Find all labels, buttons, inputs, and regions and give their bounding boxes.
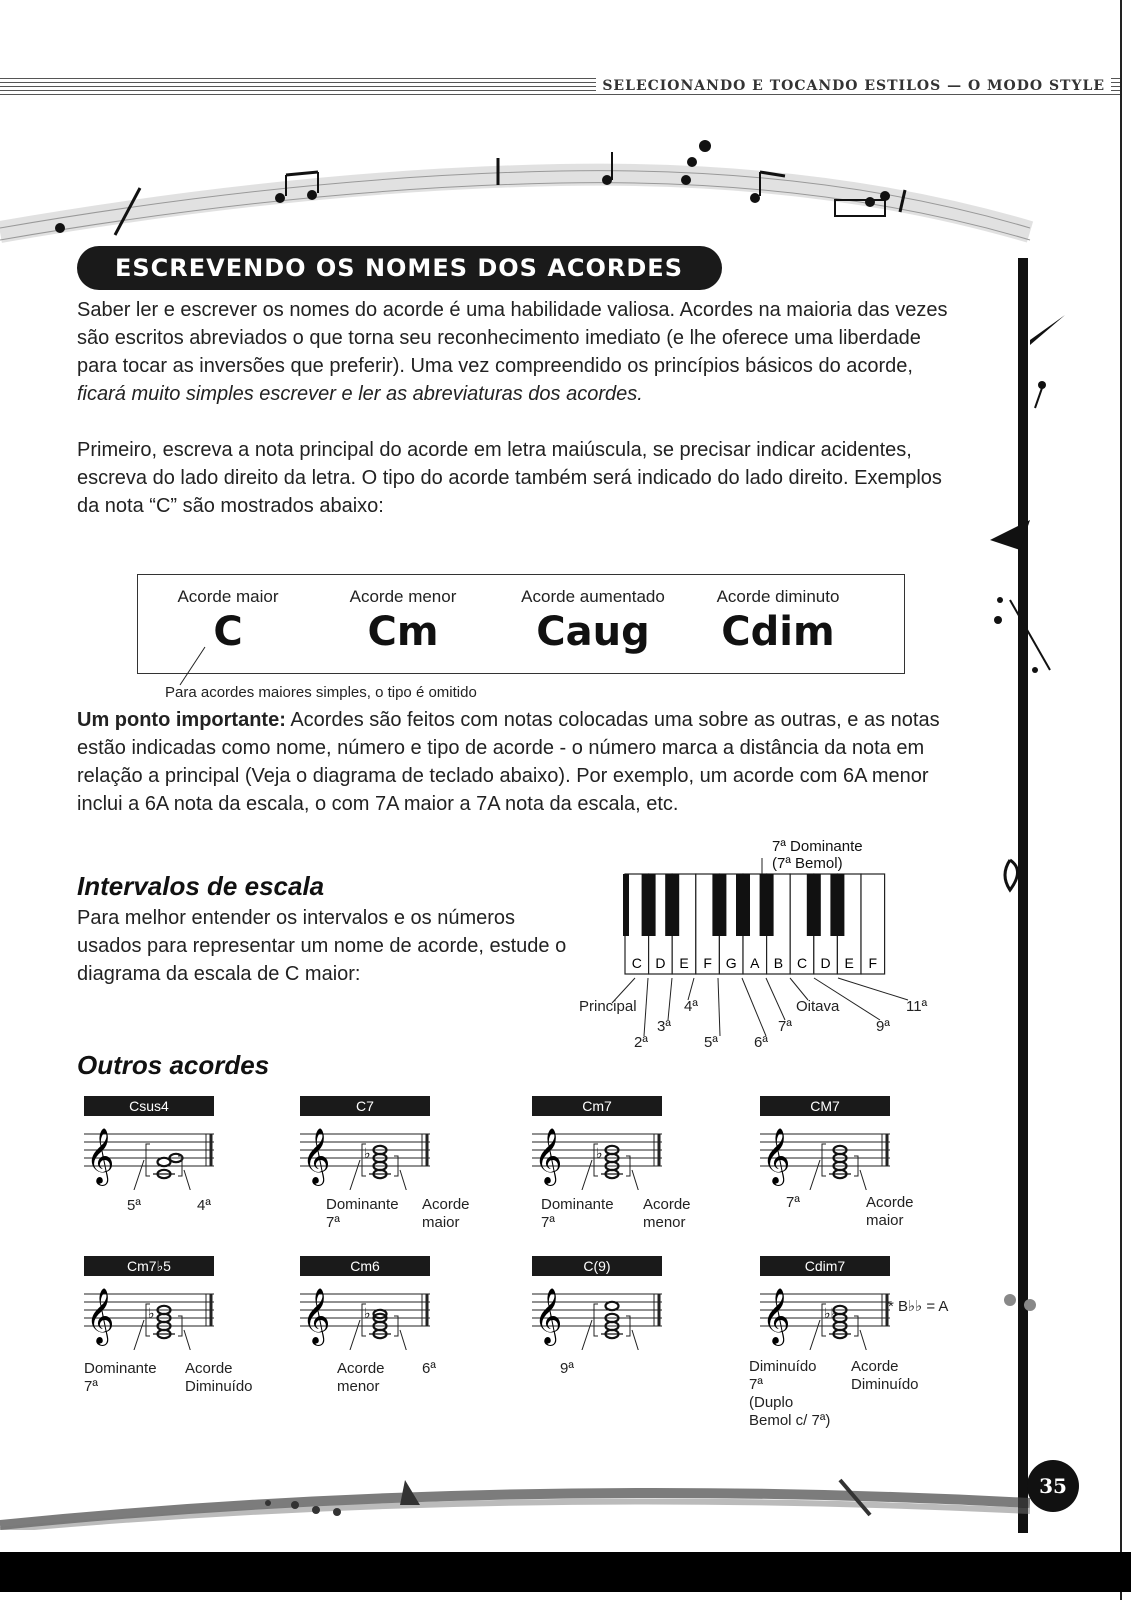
chord-minor-label: Acorde menor [349, 587, 457, 606]
intro-paragraph-2: Primeiro, escreva a nota principal do acorde em letra maiúscula, se precisar indicar acidentes, escreva do lado direito da letra. O tipo do acorde também será indicado do lado direito. Exemplos da nota “C” são mostrados abaixo: [77, 439, 942, 517]
white-key-label: E [679, 955, 689, 971]
important-paragraph [77, 706, 957, 818]
side-music-decoration [990, 300, 1070, 1500]
interval-pointer [766, 978, 785, 1020]
important-text: Acordes são feitos com notas colocadas uma sobre as outras, e as notas estão indicadas como nome, número e tipo de acorde - o número marca a distância da nota em relação a principal (Veja o diagrama de teclado abaixo). Por exemplo, um acorde com 6A menor inclui a 6A nota da escala, o com 7A maior a 7A nota da escala, etc. [77, 709, 940, 815]
cdim7-ann-dim7-3: (Duplo [749, 1394, 794, 1411]
staff-cm7b5 [84, 1280, 224, 1350]
black-key [736, 874, 750, 936]
chord-types-table [137, 574, 905, 674]
section-title-banner: ESCREVENDO OS NOMES DOS ACORDES [77, 246, 722, 290]
chord-label-c9: C(9) [532, 1256, 662, 1276]
staff-csus4 [84, 1120, 224, 1190]
white-key-label: E [844, 955, 854, 971]
cm7-ann-minor-2: menor [643, 1214, 686, 1231]
cdim7-ann-dim-1: Acorde [851, 1358, 899, 1375]
chord-minor-column [328, 575, 478, 655]
white-key-label: D [655, 955, 666, 971]
other-chords-heading: Outros acordes [77, 1050, 270, 1080]
staff-cdim7 [760, 1280, 900, 1350]
interval-pointer [742, 978, 766, 1036]
annotation-pointer [346, 1320, 410, 1350]
intro-text: Saber ler e escrever os nomes do acorde é uma habilidade valiosa. Acordes na maioria das vezes são escritos abreviados o que torna seu reconhecimento imediato (e lhe oferece uma liberdade para tocar as inversões que preferir). Uma vez compreendido os princípios básicos do acorde, [77, 299, 948, 377]
cdim7-ann-dim7-1: Diminuído [749, 1358, 817, 1375]
flat-icon: ♭ [364, 1306, 371, 1322]
c7-ann-major-2: maior [422, 1214, 460, 1231]
cdim7-ann-dim7 [749, 1358, 830, 1430]
label-third: 3ª [657, 1018, 671, 1035]
cdim7-ann-dim7-4: Bemol c/ 7ª) [749, 1412, 831, 1429]
cm7b5-ann-dominant-1: Dominante [84, 1360, 157, 1377]
treble-clef-icon: 𝄞 [534, 1128, 563, 1184]
chord-label-cm7b5: Cm7♭5 [84, 1256, 214, 1276]
white-key-label: G [725, 955, 737, 971]
treble-clef-icon: 𝄞 [302, 1128, 331, 1184]
chord-label-c7: C7 [300, 1096, 430, 1116]
treble-clef-icon: 𝄞 [302, 1288, 331, 1344]
csus4-ann-5: 5ª [127, 1197, 141, 1214]
dominant-seventh-line2: (7ª Bemol) [772, 855, 843, 872]
intervals-text: Para melhor entender os intervalos e os números usados para representar um nome de acorde, estude o diagrama da escala de C maior: [77, 907, 567, 985]
intervals-heading: Intervalos de escala [77, 871, 325, 901]
c9-ann-9: 9ª [560, 1360, 574, 1377]
treble-clef-icon: 𝄞 [534, 1288, 563, 1344]
black-key [712, 874, 726, 936]
annotation-pointer [578, 1160, 642, 1190]
cmaj7-ann-major-1: Acorde [866, 1194, 914, 1211]
annotation-pointer [346, 1160, 410, 1190]
black-key [665, 874, 679, 936]
treble-clef-icon: 𝄞 [762, 1288, 791, 1344]
chord-minor-symbol: Cm [367, 609, 439, 655]
interval-pointer [688, 978, 694, 1000]
treble-clef-icon: 𝄞 [86, 1288, 115, 1344]
cm7-ann-dominant-1: Dominante [541, 1196, 614, 1213]
label-seventh: 7ª [778, 1018, 792, 1035]
flat-icon: ♭♭ [824, 1306, 838, 1322]
cmaj7-ann-major-2: maior [866, 1212, 904, 1229]
chord-augmented-label: Acorde aumentado [521, 587, 665, 606]
black-key [760, 874, 774, 936]
cm7-ann-minor [643, 1196, 691, 1232]
header-title: SELECIONANDO E TOCANDO ESTILOS — O MODO STYLE [596, 78, 1111, 94]
black-key [623, 874, 629, 936]
c7-ann-major-1: Acorde [422, 1196, 470, 1213]
label-principal: Principal [579, 998, 637, 1015]
annotation-pointer [130, 1160, 194, 1190]
annotation-pointer [578, 1320, 642, 1350]
cmaj7-ann-7: 7ª [786, 1194, 800, 1211]
c7-ann-dominant-2: 7ª [326, 1214, 340, 1231]
white-key-label: D [820, 955, 831, 971]
staff-c9 [532, 1280, 672, 1350]
cm6-ann-minor-1: Acorde [337, 1360, 385, 1377]
dominant-seventh-note [772, 838, 863, 872]
important-label: Um ponto importante: [77, 709, 286, 731]
music-notes-decoration [0, 140, 1040, 260]
c7-ann-dominant-1: Dominante [326, 1196, 399, 1213]
flat-icon: ♭ [148, 1306, 155, 1322]
cdim7-ann-dim [851, 1358, 919, 1394]
cdim7-ann-dim7-2: 7ª [749, 1376, 763, 1393]
treble-clef-icon: 𝄞 [762, 1128, 791, 1184]
csus4-ann-4: 4ª [197, 1197, 211, 1214]
cm7b5-ann-dominant [84, 1360, 157, 1396]
cm7-ann-dominant-2: 7ª [541, 1214, 555, 1231]
black-key [642, 874, 656, 936]
white-key-label: C [631, 955, 642, 971]
bottom-black-bar [0, 1552, 1131, 1592]
chord-major-column [158, 575, 298, 655]
dominant-seventh-line1: 7ª Dominante [772, 838, 863, 855]
white-key-label: B [773, 955, 784, 971]
white-key-label: F [703, 955, 712, 971]
cm6-ann-6: 6ª [422, 1360, 436, 1377]
staff-c7 [300, 1120, 440, 1190]
page-edge-line [1120, 0, 1122, 1600]
c7-ann-major [422, 1196, 470, 1232]
chord-label-cm6: Cm6 [300, 1256, 430, 1276]
annotation-pointer [806, 1320, 870, 1350]
white-key-label: F [868, 955, 878, 971]
black-key [830, 874, 844, 936]
annotation-pointer [130, 1320, 194, 1350]
interval-pointer [668, 978, 672, 1020]
chord-label-cdim7: Cdim7 [760, 1256, 890, 1276]
interval-pointer [838, 978, 908, 1000]
cmaj7-ann-major [866, 1194, 914, 1230]
chord-table-note: Para acordes maiores simples, o tipo é omitido [165, 684, 477, 701]
chord-label-csus4: Csus4 [84, 1096, 214, 1116]
chord-label-cm7: Cm7 [532, 1096, 662, 1116]
flat-icon: ♭ [596, 1146, 603, 1162]
label-fifth: 5ª [704, 1034, 718, 1051]
label-eleventh: 11ª [906, 998, 928, 1015]
white-key-label: C [796, 955, 808, 971]
intro-paragraph-1 [77, 296, 957, 408]
chord-diminished-symbol: Cdim [721, 609, 835, 655]
chord-major-symbol: C [213, 609, 243, 655]
chord-augmented-symbol: Caug [536, 609, 650, 655]
chord-augmented-column [503, 575, 683, 655]
treble-clef-icon: 𝄞 [86, 1128, 115, 1184]
keyboard-diagram [579, 838, 928, 1078]
chord-diminished-column [698, 575, 858, 655]
page-number: 35 [1027, 1460, 1079, 1512]
cm6-ann-minor-2: menor [337, 1378, 380, 1395]
interval-pointer [790, 978, 808, 1000]
cdim7-footnote: * B♭♭ = A [888, 1298, 949, 1315]
intro-italic-text: ficará muito simples escrever e ler as abreviaturas dos acordes. [77, 383, 643, 405]
cdim7-ann-dim-2: Diminuído [851, 1376, 919, 1393]
white-key-label: A [750, 955, 760, 971]
chord-major-label: Acorde maior [177, 587, 279, 606]
cm7b5-ann-dominant-2: 7ª [84, 1378, 98, 1395]
staff-cm6 [300, 1280, 440, 1350]
chord-label-cmaj7: CM7 [760, 1096, 890, 1116]
label-fourth: 4ª [684, 998, 698, 1015]
note-head [606, 1302, 619, 1310]
c7-ann-dominant [326, 1196, 399, 1232]
chord-bracket [146, 1144, 182, 1176]
cm6-ann-minor [337, 1360, 385, 1396]
cm7b5-ann-dim [185, 1360, 253, 1396]
cm7b5-ann-dim-1: Acorde [185, 1360, 233, 1377]
interval-pointer [644, 978, 648, 1036]
staff-cmaj7 [760, 1120, 900, 1190]
label-octave: Oitava [796, 998, 840, 1015]
chord-diminished-label: Acorde diminuto [716, 587, 840, 606]
label-second: 2ª [634, 1034, 648, 1051]
footer-music-stripe [0, 1475, 1030, 1530]
cm7-ann-dominant [541, 1196, 614, 1232]
annotation-pointer [806, 1160, 870, 1190]
cm7b5-ann-dim-2: Diminuído [185, 1378, 253, 1395]
staff-cm7 [532, 1120, 672, 1190]
label-sixth: 6ª [754, 1034, 768, 1051]
black-key [807, 874, 821, 936]
cm7-ann-minor-1: Acorde [643, 1196, 691, 1213]
label-ninth: 9ª [876, 1018, 890, 1035]
flat-icon: ♭ [364, 1146, 371, 1162]
interval-pointer [718, 978, 720, 1036]
